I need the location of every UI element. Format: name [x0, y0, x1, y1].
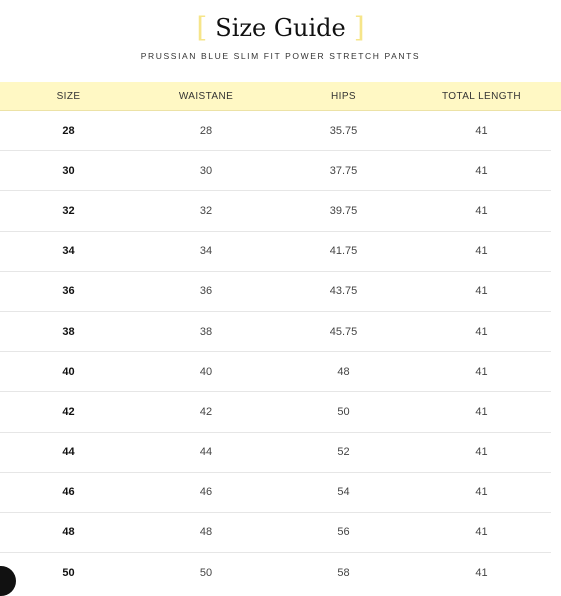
- cell-hips: 43.75: [329, 285, 358, 298]
- cell-hips: 35.75: [329, 124, 358, 137]
- cell-size: 44: [62, 446, 75, 459]
- title-bracket-right: ]: [353, 11, 365, 44]
- cell-size: 34: [62, 245, 75, 258]
- cell-waist: 42: [199, 405, 213, 418]
- cell-waist: 36: [199, 285, 213, 298]
- cell-hips: 50: [337, 405, 350, 418]
- table-row: [0, 151, 551, 191]
- cell-hips: 45.75: [329, 325, 358, 338]
- cell-total-length: 41: [475, 526, 488, 539]
- cell-total-length: 41: [475, 164, 488, 177]
- cell-size: 28: [62, 124, 75, 137]
- cell-waist: 32: [199, 204, 213, 217]
- title-bracket-left: [: [196, 11, 208, 44]
- cell-waist: 28: [199, 124, 213, 137]
- table-row: [0, 312, 551, 352]
- cell-hips: 52: [337, 446, 350, 459]
- table-row: [0, 111, 551, 151]
- cell-waist: 46: [199, 486, 213, 499]
- cell-waist: 50: [199, 567, 213, 580]
- cell-total-length: 41: [475, 325, 488, 338]
- cell-hips: 54: [337, 486, 350, 499]
- table-row: [0, 433, 551, 473]
- size-table: [0, 82, 561, 593]
- size-guide-header: [0, 0, 561, 82]
- product-subtitle: PRUSSIAN BLUE SLIM FIT POWER STRETCH PANTS: [140, 51, 421, 61]
- cell-hips: 39.75: [329, 204, 358, 217]
- cell-size: 38: [62, 325, 75, 338]
- cell-total-length: 41: [475, 204, 488, 217]
- cell-total-length: 41: [475, 365, 488, 378]
- cell-waist: 40: [199, 365, 213, 378]
- page-title: Size Guide: [215, 14, 346, 42]
- column-header-size: SIZE: [56, 90, 81, 102]
- table-row: [0, 553, 551, 593]
- cell-hips: 37.75: [329, 164, 358, 177]
- cell-hips: 48: [337, 365, 350, 378]
- table-header-row: [0, 82, 561, 111]
- title-wrap: [0, 12, 561, 44]
- cell-total-length: 41: [475, 124, 488, 137]
- table-row: [0, 352, 551, 392]
- cell-total-length: 41: [475, 405, 488, 418]
- cell-size: 30: [62, 164, 75, 177]
- cell-total-length: 41: [475, 486, 488, 499]
- table-row: [0, 392, 551, 432]
- table-body: [0, 111, 561, 593]
- cell-size: 48: [62, 526, 75, 539]
- table-row: [0, 272, 551, 312]
- cell-size: 36: [62, 285, 75, 298]
- cell-size: 50: [62, 567, 75, 580]
- cell-hips: 56: [337, 526, 350, 539]
- cell-waist: 38: [199, 325, 213, 338]
- cell-waist: 34: [199, 245, 213, 258]
- cell-waist: 48: [199, 526, 213, 539]
- cell-size: 40: [62, 365, 75, 378]
- cell-total-length: 41: [475, 567, 488, 580]
- cell-total-length: 41: [475, 446, 488, 459]
- cell-size: 32: [62, 204, 75, 217]
- table-row: [0, 473, 551, 513]
- column-header-waist: WAISTANE: [178, 90, 234, 102]
- cell-size: 46: [62, 486, 75, 499]
- column-header-total-length: TOTAL LENGTH: [441, 90, 522, 102]
- cell-total-length: 41: [475, 285, 488, 298]
- table-row: [0, 513, 551, 553]
- cell-size: 42: [62, 405, 75, 418]
- table-row: [0, 191, 551, 231]
- table-row: [0, 232, 551, 272]
- cell-hips: 58: [337, 567, 350, 580]
- cell-waist: 44: [199, 446, 213, 459]
- cell-waist: 30: [199, 164, 213, 177]
- column-header-hips: HIPS: [331, 90, 356, 102]
- cell-hips: 41.75: [329, 245, 358, 258]
- cell-total-length: 41: [475, 245, 488, 258]
